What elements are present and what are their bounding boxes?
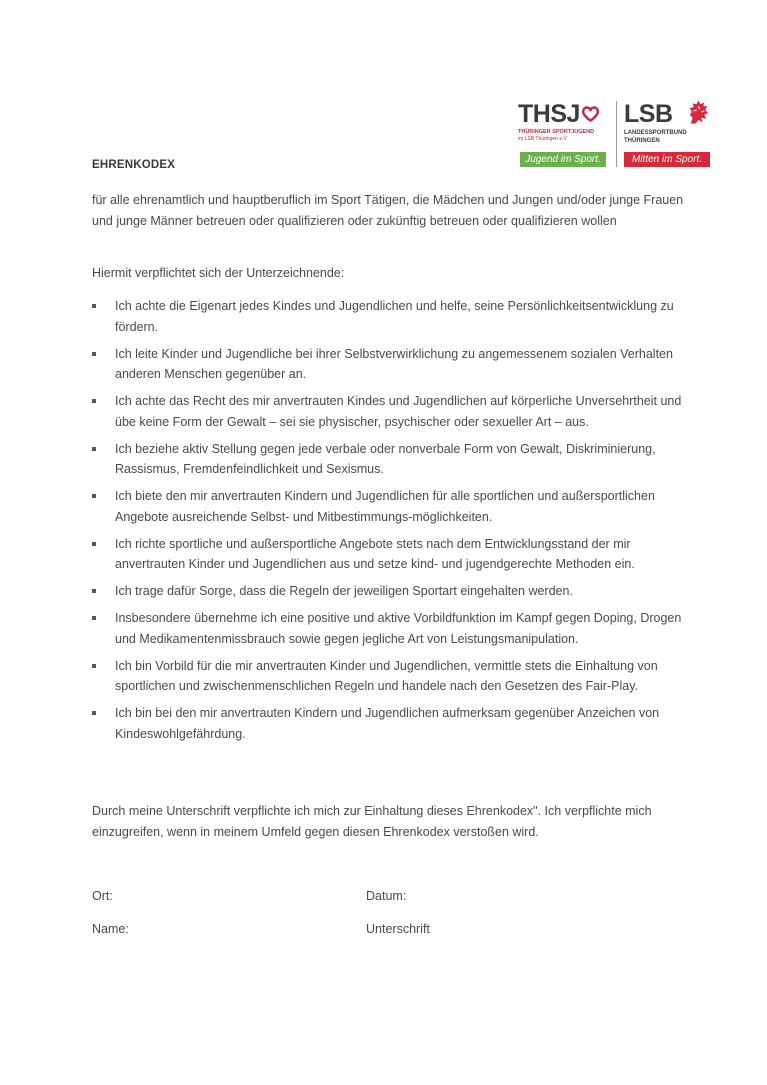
thsj-logo xyxy=(518,100,610,168)
thsj-subtitle: THÜRINGER SPORTJUGEND xyxy=(518,129,595,135)
lsb-subtitle-2: THÜRINGEN xyxy=(624,138,660,144)
list-item-text: Ich achte die Eigenart jedes Kindes und Jugendlichen und helfe, seine Persönlichkeitsentwicklung zu fördern. xyxy=(115,299,674,334)
lsb-wordmark: LSB xyxy=(624,100,673,128)
signature-label: Unterschrift xyxy=(366,922,430,936)
list-item-text: Ich beziehe aktiv Stellung gegen jede verbale oder nonverbale Form von Gewalt, Diskriminierung, Rassismus, Fremdenfeindlichkeit und Sexismus. xyxy=(115,441,656,476)
commitment-list xyxy=(92,296,682,751)
bullet-icon xyxy=(92,616,96,620)
list-item-text: Ich richte sportliche und außersportliche Angebote stets nach dem Entwicklungsstand der mir anvertrauten Kinder und Jugendlichen aus und setze kind- und jugendgerechte Methoden ein. xyxy=(115,536,635,571)
lion-icon xyxy=(685,98,712,126)
list-item xyxy=(92,703,682,744)
lead-sentence: Hiermit verpflichtet sich der Unterzeichnende: xyxy=(92,266,345,280)
lsb-tagline-badge: Mitten im Sport. xyxy=(624,152,710,167)
list-item-text: Ich bin Vorbild für die mir anvertrauten Kinder und Jugendlichen, vermittle stets die Einhaltung von sportlichen und zwischenmenschlichen Regeln und handele nach den Gesetzen des Fair-Play. xyxy=(115,658,658,693)
date-label: Datum: xyxy=(366,889,407,903)
list-item xyxy=(92,391,682,432)
bullet-icon xyxy=(92,589,96,593)
list-item xyxy=(92,344,682,385)
list-item-text: Ich biete den mir anvertrauten Kindern und Jugendlichen für alle sportlichen und außersportlichen Angebote ausreichende Selbst- und Mitbestimmungs-möglichkeiten. xyxy=(115,489,655,524)
thsj-tagline-badge: Jugend im Sport. xyxy=(520,152,606,167)
thsj-subtitle-2: im LSB Thüringen e.V. xyxy=(518,136,568,142)
list-item xyxy=(92,581,682,602)
bullet-icon xyxy=(92,352,96,356)
lsb-logo xyxy=(624,100,714,168)
list-item-text: Ich achte das Recht des mir anvertrauten Kindes und Jugendlichen auf körperliche Unversehrtheit und übe keine Form der Gewalt – sei sie physischer, psychischer oder sexueller Art – aus. xyxy=(115,394,682,429)
document-title: EHRENKODEX xyxy=(92,159,176,171)
list-item xyxy=(92,439,682,480)
list-item-text: Insbesondere übernehme ich eine positive und aktive Vorbildfunktion im Kampf gegen Doping, Drogen und Medikamentenmissbrauch sowie gegen jegliche Art von Leistungsmanipulation. xyxy=(115,611,682,646)
bullet-icon xyxy=(92,447,96,451)
list-item xyxy=(92,296,682,337)
list-item xyxy=(92,534,682,575)
bullet-icon xyxy=(92,399,96,403)
list-item xyxy=(92,656,682,697)
intro-paragraph: für alle ehrenamtlich und hauptberuflich im Sport Tätigen, die Mädchen und Jungen und/oder junge Frauen und junge Männer betreuen oder qualifizieren oder zukünftig betreuen oder qualifizieren wollen xyxy=(92,193,684,228)
place-label: Ort: xyxy=(92,889,113,903)
list-item-text: Ich bin bei den mir anvertrauten Kindern und Jugendlichen aufmerksam gegenüber Anzeichen von Kindeswohlgefährdung. xyxy=(115,706,660,741)
lsb-subtitle: LANDESSPORTBUND xyxy=(624,130,687,136)
list-item-text: Ich trage dafür Sorge, dass die Regeln der jeweiligen Sportart eingehalten werden. xyxy=(115,584,573,598)
list-item-text: Ich leite Kinder und Jugendliche bei ihrer Selbstverwirklichung zu angemessenem sozialen Verhalten anderen Menschen gegenüber an. xyxy=(115,346,673,381)
heart-icon xyxy=(581,104,600,124)
list-item xyxy=(92,608,682,649)
bullet-icon xyxy=(92,711,96,715)
closing-paragraph: Durch meine Unterschrift verpflichte ich mich zur Einhaltung dieses Ehrenkodex". Ich verpflichte mich einzugreifen, wenn in meinem Umfeld gegen diesen Ehrenkodex verstoßen wird. xyxy=(92,804,652,839)
name-label: Name: xyxy=(92,922,129,936)
list-item xyxy=(92,486,682,527)
logo-divider xyxy=(616,101,617,167)
thsj-wordmark: THSJ xyxy=(518,100,580,128)
bullet-icon xyxy=(92,304,96,308)
bullet-icon xyxy=(92,664,96,668)
bullet-icon xyxy=(92,494,96,498)
bullet-icon xyxy=(92,542,96,546)
